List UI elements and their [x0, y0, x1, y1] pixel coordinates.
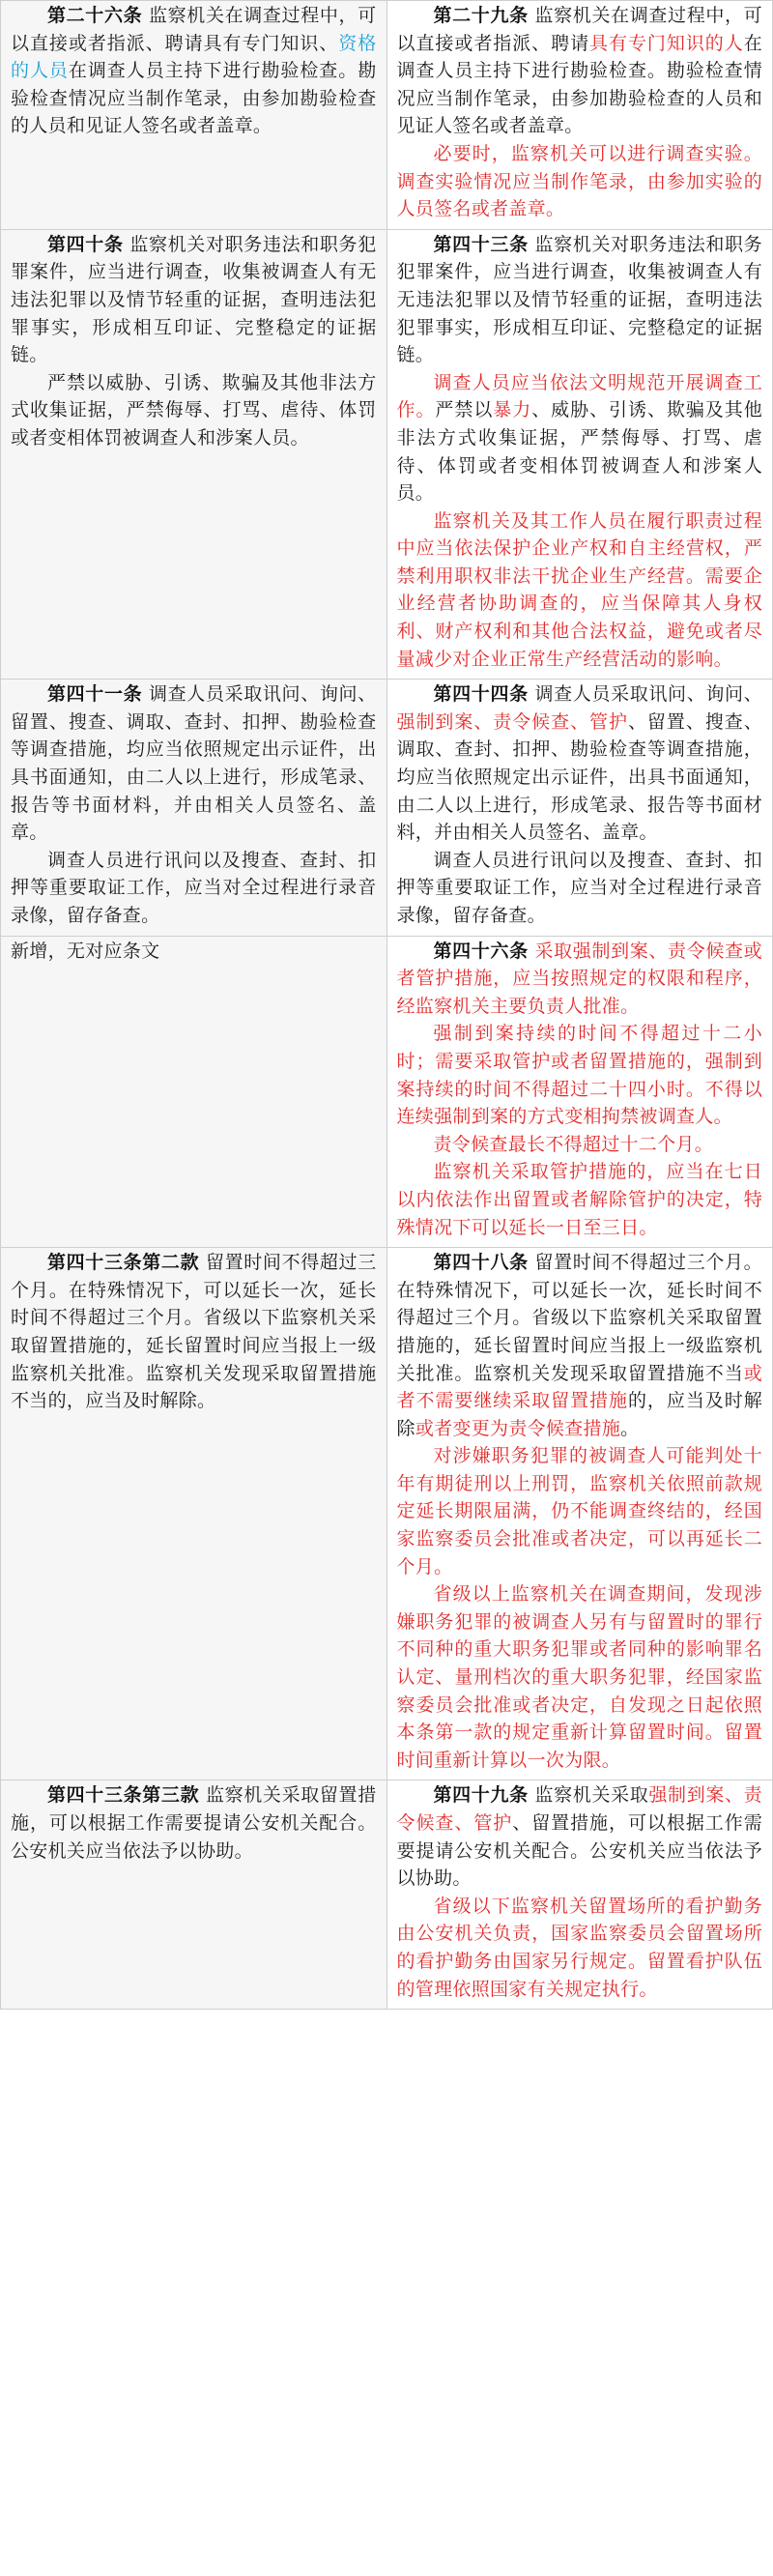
provision-text: 留置时间不得超过三个月。在特殊情况下，可以延长一次，延长时间不得超过三个月。省级以下监察机关采取留置措施的，延长留置时间应当报上一级监察机关批准。监察机关发现采取留置措施不当的，应当及时解除。 — [11, 1252, 377, 1412]
comparison-table-body — [1, 1, 773, 2010]
provision-text: 调查人员进行讯问以及搜查、查封、扣押等重要取证工作，应当对全过程进行录音录像，留存备查。 — [11, 849, 377, 926]
table-row — [1, 1780, 773, 2010]
provision-text: 调查人员采取讯问、询问、留置、搜查、调取、查封、扣押、勘验检查等调查措施，均应当依照规定出示证件，出具书面通知，由二人以上进行，形成笔录、报告等书面材料，并由相关人员签名、盖章。 — [11, 683, 377, 844]
new-provision-cell — [386, 1248, 773, 1780]
new-provision-cell — [386, 680, 773, 936]
provision-text: 监察机关在调查过程中，可以直接或者指派、聘请具有专门知识、 — [11, 5, 377, 54]
article-number: 第四十三条 — [433, 233, 529, 255]
article-number: 第四十九条 — [433, 1784, 529, 1807]
provision-text: 调查人员采取讯问、询问、 — [528, 683, 762, 706]
added-text: 强制到案持续的时间不得超过十二小时；需要采取管护或者留置措施的，强制到案持续的时间不得超过二十四小时。不得以连续强制到案的方式变相拘禁被调查人。 — [396, 1023, 762, 1128]
added-text: 监察机关采取管护措施的，应当在七日以内依法作出留置或者解除管护的决定，特殊情况下可以延长一日至三日。 — [396, 1161, 762, 1238]
provision-paragraph — [11, 1781, 377, 1865]
article-number: 第四十六条 — [433, 940, 529, 962]
provision-text: 、留置、搜查、调取、查封、扣押、勘验检查等调查措施，均应当依照规定出示证件，出具书面通知，由二人以上进行，形成笔录、报告等书面材料，并由相关人员签名、盖章。 — [396, 710, 762, 844]
old-provision-cell — [1, 936, 387, 1248]
old-provision-cell — [1, 1248, 387, 1780]
provision-paragraph — [397, 1893, 763, 2003]
added-text: 采取强制到案、责令候查或者管护措施，应当按照规定的权限和程序，经监察机关主要负责人批准。 — [396, 940, 762, 1017]
provision-paragraph — [397, 1131, 763, 1159]
added-text: 调查人员应当依法文明规范开展调查工作。 — [396, 371, 762, 421]
table-row — [1, 229, 773, 680]
provision-paragraph — [397, 231, 763, 369]
provision-text: 调查人员进行讯问以及搜查、查封、扣押等重要取证工作，应当对全过程进行录音录像，留存备查。 — [396, 849, 762, 926]
added-text: 或者变更为责令候查措施 — [415, 1417, 621, 1439]
note-text: 新增，无对应条文 — [11, 940, 160, 962]
provision-paragraph — [397, 1158, 763, 1241]
provision-text: 严禁以 — [435, 399, 494, 421]
new-provision-cell — [386, 1780, 773, 2010]
provision-text: 、威胁、引诱、欺骗及其他非法方式收集证据，严禁侮辱、打骂、虐待、体罚或者变相体罚被调查人和涉案人员。 — [396, 399, 763, 505]
added-text: 具有专门知识的人 — [589, 32, 744, 54]
provision-paragraph — [397, 680, 763, 847]
added-text: 责令候查最长不得超过十二个月。 — [433, 1133, 714, 1155]
article-number: 第二十九条 — [433, 5, 529, 26]
provision-paragraph — [397, 140, 763, 223]
article-number: 第四十三条第三款 — [47, 1784, 200, 1807]
new-provision-cell — [386, 229, 773, 680]
provision-text: 监察机关对职务违法和职务犯罪案件，应当进行调查，收集被调查人有无违法犯罪以及情节轻重的证据，查明违法犯罪事实，形成相互印证、完整稳定的证据链。 — [396, 233, 762, 366]
table-row — [1, 1248, 773, 1780]
provision-paragraph — [11, 1249, 377, 1415]
provision-text: 、留置措施，可以根据工作需要提请公安机关配合。公安机关应当依法予以协助。 — [396, 1812, 762, 1890]
provision-paragraph — [11, 938, 377, 966]
provision-paragraph — [397, 1249, 763, 1442]
added-text: 强制到案、责令候查、管护 — [396, 1784, 762, 1834]
new-provision-cell — [386, 936, 773, 1248]
provision-paragraph — [11, 231, 377, 369]
provision-paragraph — [11, 369, 377, 452]
provision-paragraph — [11, 847, 377, 930]
provision-paragraph — [11, 680, 377, 847]
old-provision-cell — [1, 229, 387, 680]
provision-text: 监察机关在调查过程中，可以直接或者指派、聘请 — [396, 5, 762, 54]
provision-paragraph — [397, 369, 763, 507]
provision-text: 的，应当及时解除 — [396, 1390, 762, 1439]
provision-text: 严禁以威胁、引诱、欺骗及其他非法方式收集证据，严禁侮辱、打骂、虐待、体罚或者变相体罚被调查人和涉案人员。 — [11, 371, 377, 449]
article-number: 第二十六条 — [47, 5, 143, 26]
table-row — [1, 680, 773, 936]
provision-paragraph — [397, 847, 763, 930]
provision-paragraph — [397, 1442, 763, 1580]
provision-text: 监察机关采取 — [528, 1784, 649, 1807]
article-number: 第四十条 — [47, 233, 124, 255]
provision-paragraph — [397, 2, 763, 140]
new-provision-cell — [386, 1, 773, 230]
provision-text: 留置时间不得超过三个月。在特殊情况下，可以延长一次，延长时间不得超过三个月。省级以下监察机关采取留置措施的，延长留置时间应当报上一级监察机关批准。监察机关发现采取留置措施不当 — [396, 1252, 762, 1384]
provision-paragraph — [397, 507, 763, 674]
added-text: 省级以下监察机关留置场所的看护勤务由公安机关负责，国家监察委员会留置场所的看护勤务由国家另行规定。留置看护队伍的管理依照国家有关规定执行。 — [396, 1895, 762, 2000]
article-number: 第四十三条第二款 — [47, 1252, 200, 1274]
provision-text: 。 — [620, 1417, 640, 1439]
added-text: 暴力 — [493, 399, 532, 421]
provision-text: 监察机关采取留置措施，可以根据工作需要提请公安机关配合。公安机关应当依法予以协助。 — [11, 1784, 377, 1862]
table-row — [1, 936, 773, 1248]
provision-paragraph — [11, 2, 377, 140]
provision-text: 监察机关对职务违法和职务犯罪案件，应当进行调查，收集被调查人有无违法犯罪以及情节轻重的证据，查明违法犯罪事实，形成相互印证、完整稳定的证据链。 — [11, 233, 377, 366]
old-provision-cell — [1, 1, 387, 230]
old-provision-cell — [1, 1780, 387, 2010]
removed-text: 资格的人员 — [11, 32, 377, 82]
provision-text: 在调查人员主持下进行勘验检查。勘验检查情况应当制作笔录，由参加勘验检查的人员和见证人签名或者盖章。 — [396, 32, 762, 137]
added-text: 省级以上监察机关在调查期间，发现涉嫌职务犯罪的被调查人另有与留置时的罪行不同种的重大职务犯罪或者同种的影响罪名认定、量刑档次的重大职务犯罪，经国家监察委员会批准或者决定，自发现之日起依照本条第一款的规定重新计算留置时间。留置时间重新计算以一次为限。 — [396, 1583, 762, 1771]
provision-paragraph — [397, 1020, 763, 1130]
added-text: 强制到案、责令候查、管护 — [396, 710, 628, 733]
added-text: 对涉嫌职务犯罪的被调查人可能判处十年有期徒刑以上刑罚，监察机关依照前款规定延长期限届满，仍不能调查终结的，经国家监察委员会批准或者决定，可以再延长二个月。 — [396, 1445, 762, 1577]
article-number: 第四十八条 — [433, 1252, 529, 1274]
old-provision-cell — [1, 680, 387, 936]
added-text: 必要时，监察机关可以进行调查实验。调查实验情况应当制作笔录，由参加实验的人员签名或者盖章。 — [396, 142, 762, 220]
added-text: 监察机关及其工作人员在履行职责过程中应当依法保护企业产权和自主经营权，严禁利用职权非法干扰企业生产经营。需要企业经营者协助调查的，应当保障其人身权利、财产权利和其他合法权益，避免或者尽量减少对企业正常生产经营活动的影响。 — [396, 509, 762, 670]
article-number: 第四十四条 — [433, 683, 529, 706]
article-number: 第四十一条 — [47, 683, 143, 706]
table-row — [1, 1, 773, 230]
provision-paragraph — [397, 1580, 763, 1774]
provision-paragraph — [397, 1781, 763, 1892]
added-text: 或者不需要继续采取留置措施 — [396, 1362, 762, 1412]
provision-paragraph — [397, 938, 763, 1021]
provision-text: 在调查人员主持下进行勘验检查。勘验检查情况应当制作笔录，由参加勘验检查的人员和见证人签名或者盖章。 — [11, 60, 377, 137]
